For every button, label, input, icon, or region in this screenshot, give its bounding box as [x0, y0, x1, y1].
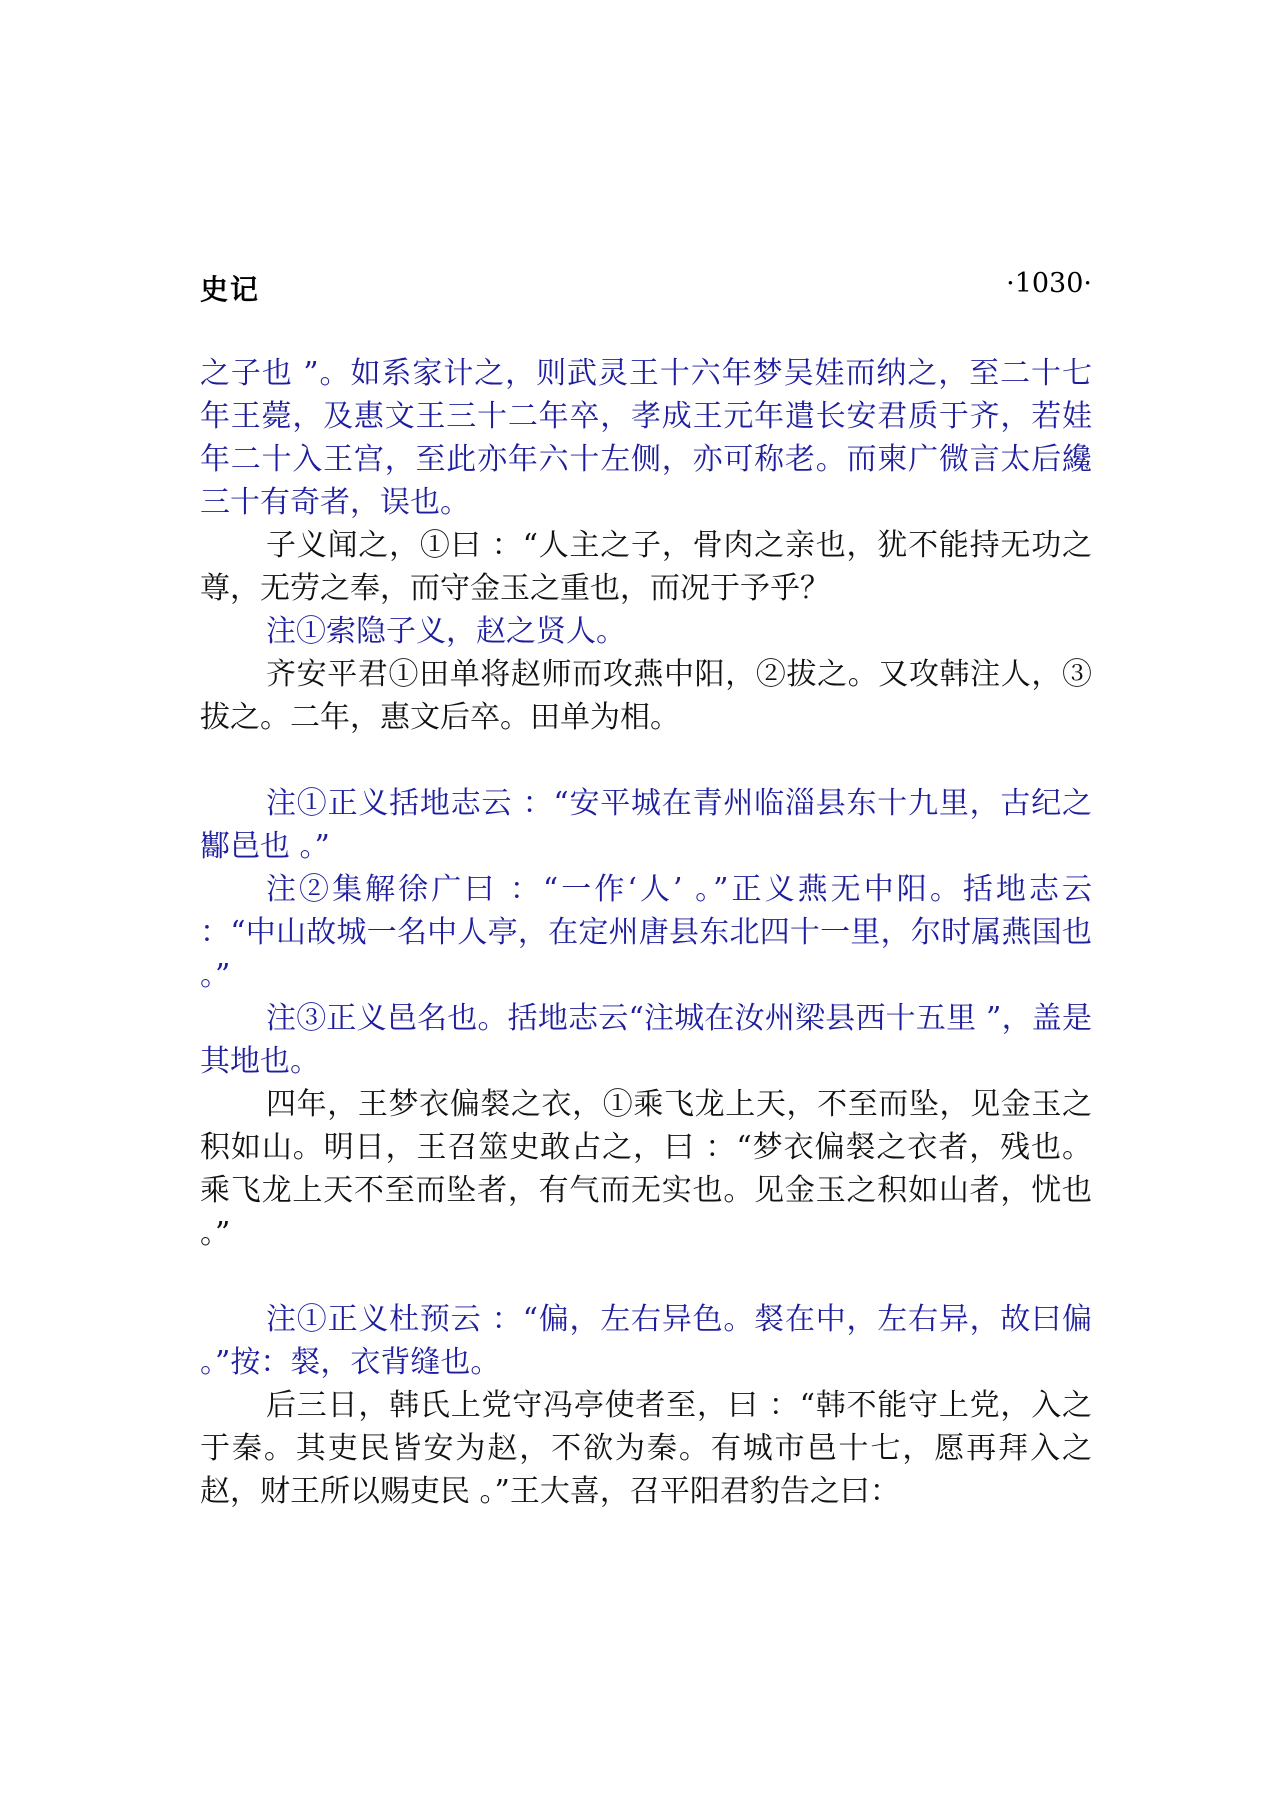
annotation-paragraph: 注①正义杜预云 ：“偏，左右异色。裻在中，左右异，故曰偏 。”按：裻，衣背缝也。	[200, 1302, 1092, 1380]
annotation-paragraph: 注①索隐子义，赵之贤人。	[266, 614, 626, 649]
paragraph-gap	[200, 1255, 1092, 1298]
text-paragraph: 子义闻之，①曰 ：“人主之子，骨肉之亲也，犹不能持无功之尊，无劳之奉，而守金玉之重也，而况于予乎？	[200, 528, 1092, 606]
page-header	[200, 268, 1092, 308]
text-paragraph: 后三日，韩氏上党守冯亭使者至，曰 ：“韩不能守上党，入之于秦。其吏民皆安为赵，不欲为秦。有城市邑十七，愿再拜入之赵，财王所以赐吏民 。”王大喜，召平阳君豹告之曰：	[200, 1388, 1092, 1509]
text-paragraph: 四年，王梦衣偏裻之衣，①乘飞龙上天，不至而坠，见金玉之积如山。明日，王召筮史敢占之，曰 ：“梦衣偏裻之衣者，残也。乘飞龙上天不至而坠者，有气而无实也。见金玉之积如山者，忧也 。”	[200, 1087, 1092, 1251]
annotation-paragraph: 注③正义邑名也。括地志云“注城在汝州梁县西十五里 ”，盖是其地也。	[200, 1001, 1092, 1079]
page-number: ·1030·	[1006, 268, 1092, 299]
annotation-paragraph: 注①正义括地志云 ：“安平城在青州临淄县东十九里，古纪之酅邑也 。”	[200, 786, 1092, 864]
book-title: 史记	[200, 273, 261, 306]
page-content	[200, 352, 1092, 1513]
text-paragraph: 齐安平君①田单将赵师而攻燕中阳，②拔之。又攻韩注人，③拔之。二年，惠文后卒。田单为相。	[200, 657, 1092, 735]
annotation-paragraph: 之子也 ”。如系家计之，则武灵王十六年梦吴娃而纳之，至二十七年王薨，及惠文王三十二年卒，孝成王元年遣长安君质于齐，若娃年二十入王宫，至此亦年六十左侧，亦可称老。而柬广微言太后纔三十有奇者，误也。	[200, 356, 1092, 520]
annotation-paragraph: 注②集解徐广曰 ：“一作‘人’ 。”正义燕无中阳。括地志云 ：“中山故城一名中人亭，在定州唐县东北四十一里，尔时属燕国也 。”	[200, 872, 1092, 993]
paragraph-gap	[200, 739, 1092, 782]
